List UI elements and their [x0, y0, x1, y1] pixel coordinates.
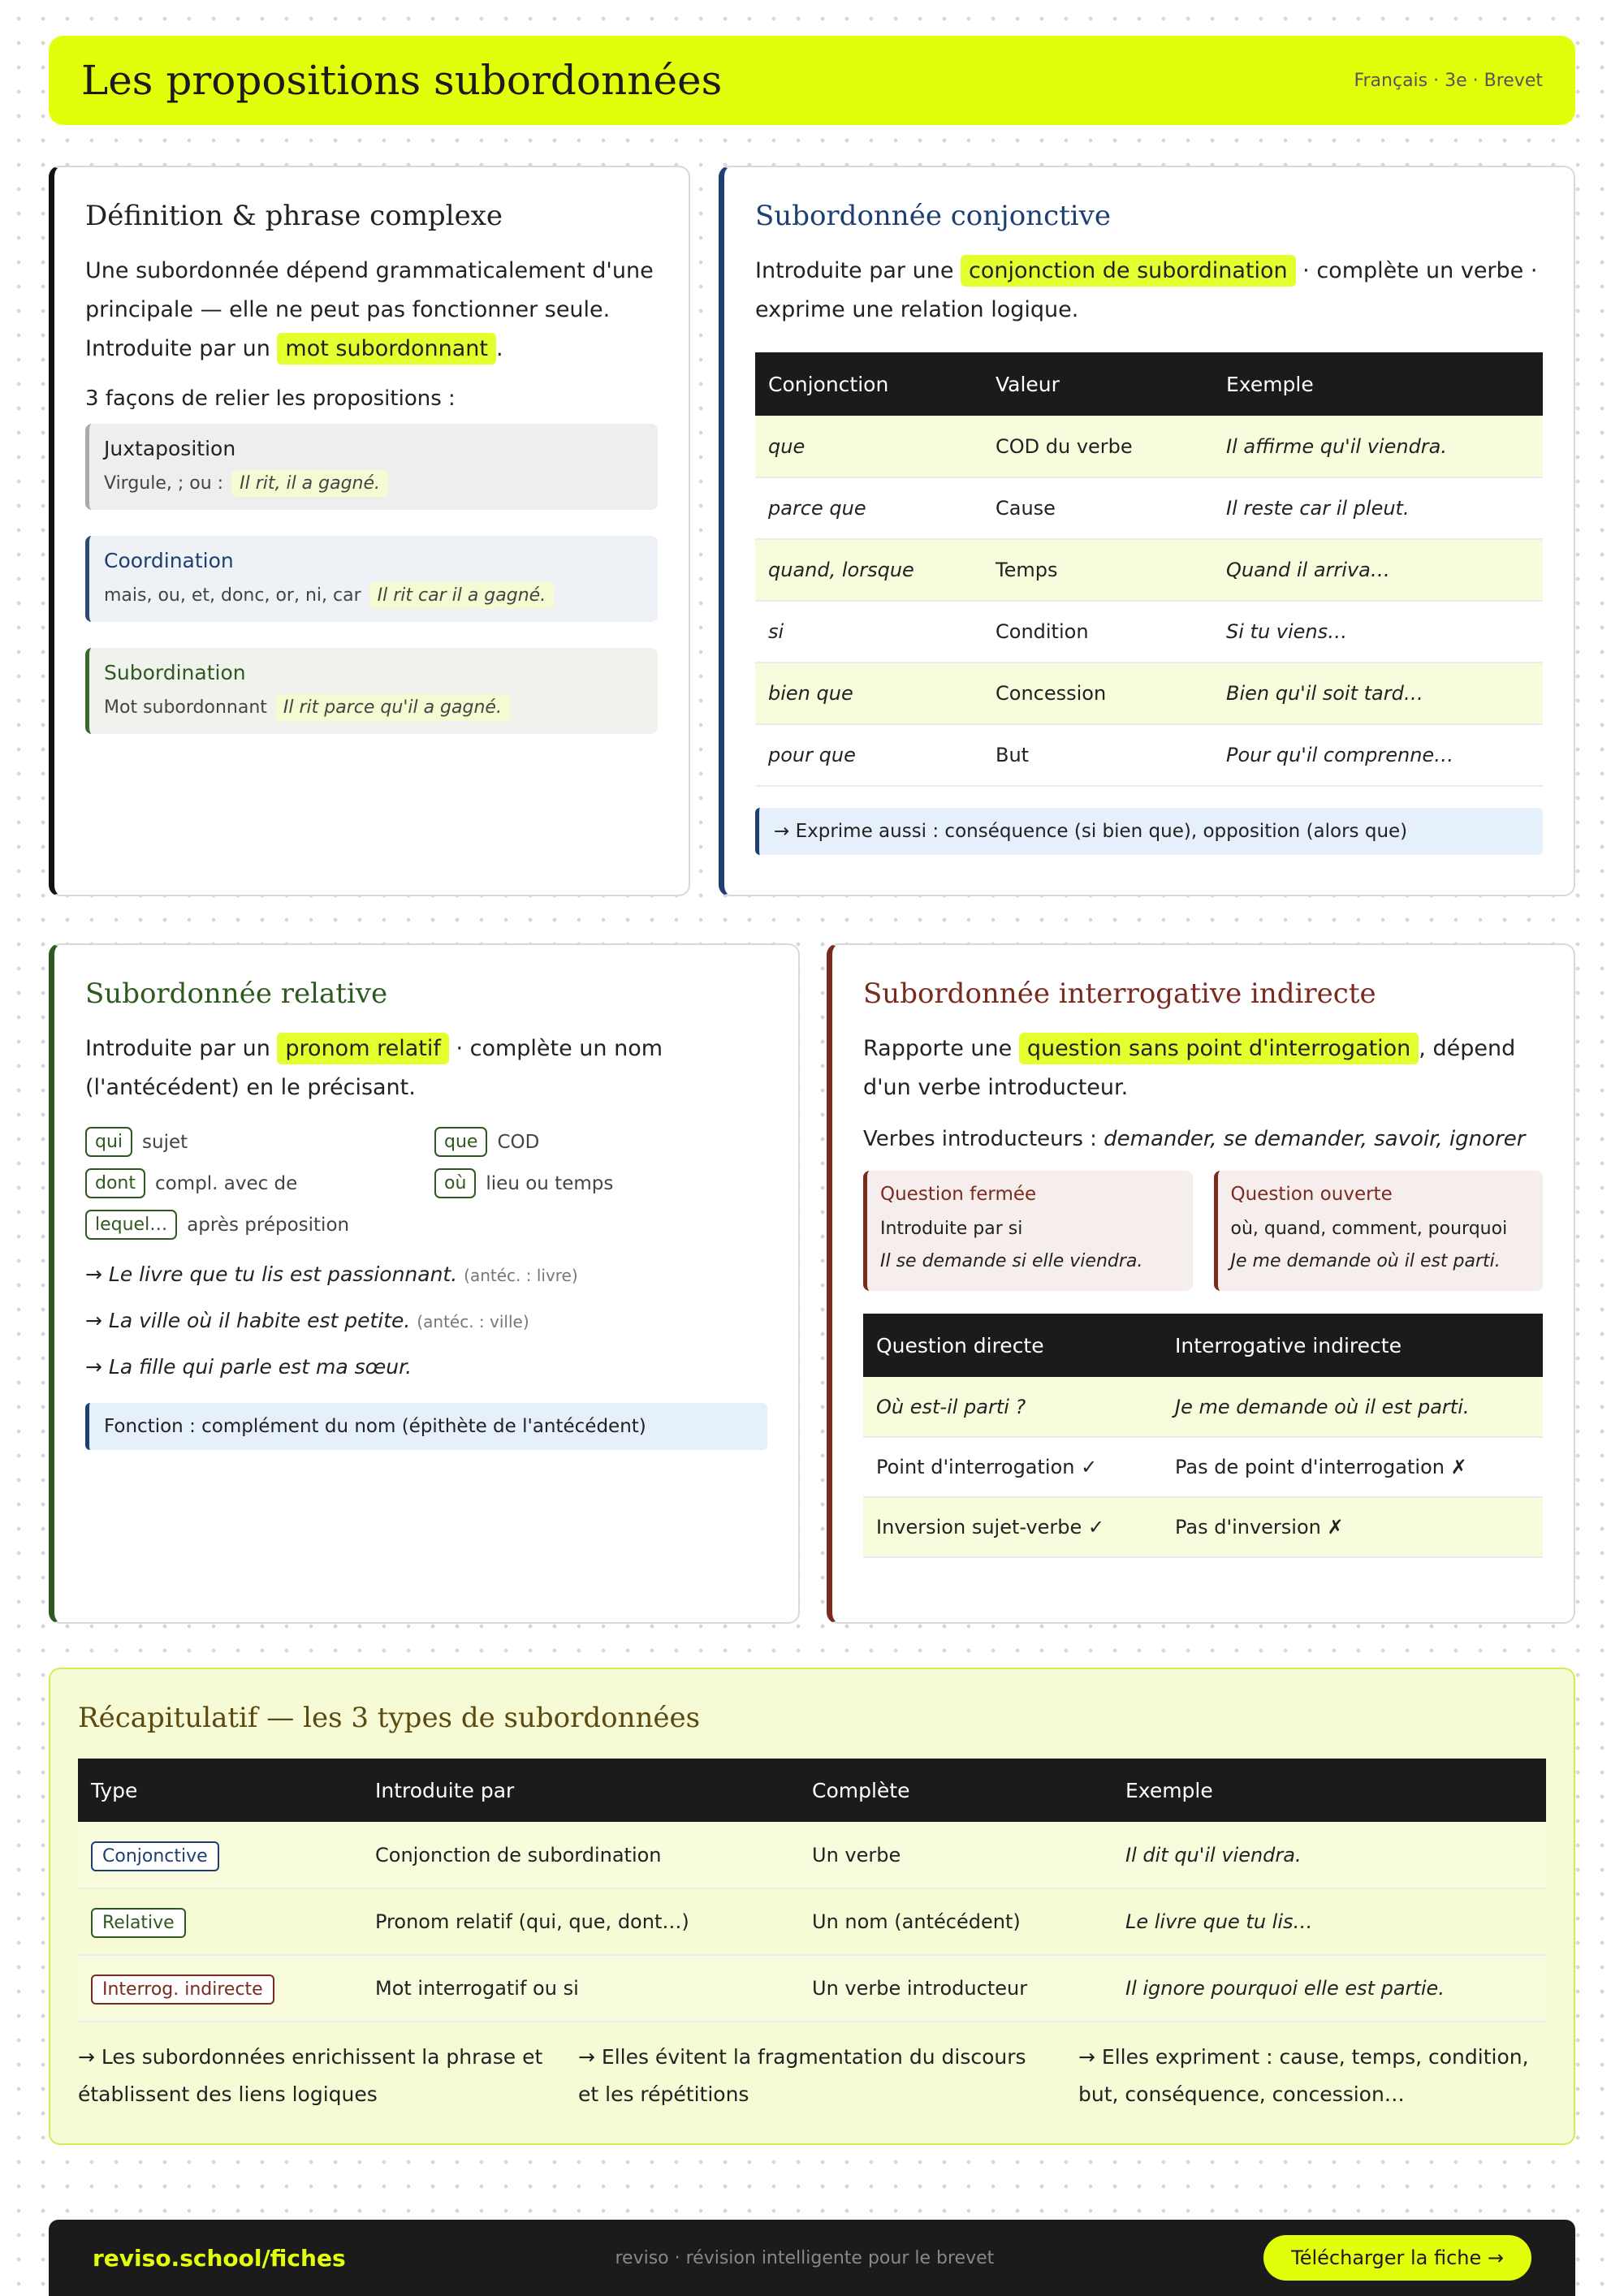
relative-example: → La ville où il habite est petite. (antéc. : ville): [85, 1309, 529, 1332]
interrogative-intro: Rapporte une question sans point d'interrogation , dépend d'un verbe introducteur.: [863, 1029, 1543, 1107]
way-title: Juxtaposition: [104, 437, 236, 460]
pronoun-chip: dont: [85, 1168, 145, 1198]
recap-note: → Elles évitent la fragmentation du discours et les répétitions: [578, 2045, 1026, 2106]
table-header: Interrogative indirecte: [1162, 1314, 1543, 1377]
table-row: pour que But Pour qu'il comprenne…: [755, 724, 1543, 786]
page-title: Les propositions subordonnées: [81, 57, 723, 104]
highlight-pronom-relatif: pronom relatif: [277, 1033, 448, 1064]
way-juxtaposition: Juxtaposition Virgule, ; ou : Il rit, il a gagné.: [85, 424, 658, 510]
introductory-verbs: Verbes introducteurs : demander, se demander, savoir, ignorer: [863, 1127, 1526, 1151]
type-tag-relative: Relative: [91, 1908, 186, 1938]
table-header: Type: [78, 1759, 362, 1822]
definition-lead: 3 façons de relier les propositions :: [85, 386, 456, 411]
pronoun-chip: où: [434, 1168, 476, 1198]
way-title: Coordination: [104, 549, 234, 572]
definition-text: Une subordonnée dépend grammaticalement d'une principale — elle ne peut pas fonctionner seule. Introduite par un mot subordonnant .: [85, 252, 658, 369]
table-header: Valeur: [983, 352, 1213, 416]
pronoun-chip: qui: [85, 1127, 132, 1157]
table-header: Conjonction: [755, 352, 983, 416]
recap-title: Récapitulatif — les 3 types de subordonnées: [78, 1702, 701, 1734]
pronoun-item: lequel… après préposition: [85, 1210, 434, 1240]
table-header: Introduite par: [362, 1759, 799, 1822]
type-tag-interrogative: Interrog. indirecte: [91, 1974, 274, 2005]
table-row: Relative Pronom relatif (qui, que, dont…) Un nom (antécédent) Le livre que tu lis…: [78, 1888, 1546, 1955]
relative-title: Subordonnée relative: [85, 978, 388, 1010]
table-header: Exemple: [1112, 1759, 1546, 1822]
table-row: Point d'interrogation ✓ Pas de point d'interrogation ✗: [863, 1437, 1543, 1497]
highlight-question: question sans point d'interrogation: [1019, 1033, 1419, 1064]
type-tag-conjonctive: Conjonctive: [91, 1841, 219, 1871]
way-subordination: Subordination Mot subordonnant Il rit parce qu'il a gagné.: [85, 648, 658, 734]
conjonctive-intro: Introduite par une conjonction de subordination · complète un verbe · exprime une relation logique.: [755, 252, 1543, 330]
table-row: Conjonctive Conjonction de subordination Un verbe Il dit qu'il viendra.: [78, 1822, 1546, 1888]
highlight-conjonction: conjonction de subordination: [961, 255, 1296, 287]
recap-note: → Elles expriment : cause, temps, condition, but, conséquence, concession…: [1078, 2045, 1529, 2106]
pronoun-grid: [85, 1127, 767, 1240]
relative-card: [49, 943, 800, 1624]
question-ouverte-box: Question ouverte où, quand, comment, pourquoi Je me demande où il est parti.: [1214, 1171, 1544, 1291]
way-example: Il rit parce qu'il a gagné.: [275, 694, 510, 721]
pronoun-item: où lieu ou temps: [434, 1168, 759, 1198]
way-example: Il rit car il a gagné.: [369, 582, 555, 609]
definition-card: [49, 166, 690, 896]
table-row: si Condition Si tu viens…: [755, 601, 1543, 662]
table-row: quand, lorsque Temps Quand il arriva…: [755, 539, 1543, 601]
interrogative-card: [827, 943, 1575, 1624]
recap-notes: [78, 2039, 1546, 2113]
page-meta: Français · 3e · Brevet: [1354, 70, 1543, 91]
page-footer: [49, 2220, 1575, 2296]
download-sheet-button[interactable]: Télécharger la fiche →: [1263, 2235, 1531, 2281]
table-row: parce que Cause Il reste car il pleut.: [755, 477, 1543, 539]
recap-card: [49, 1668, 1575, 2145]
pronoun-item: dont compl. avec de: [85, 1168, 434, 1198]
pronoun-item: que COD: [434, 1127, 759, 1157]
definition-title: Définition & phrase complexe: [85, 200, 503, 232]
pronoun-chip: que: [434, 1127, 487, 1157]
table-row: Interrog. indirecte Mot interrogatif ou si Un verbe introducteur Il ignore pourquoi elle est partie.: [78, 1955, 1546, 2022]
relative-example: → Le livre que tu lis est passionnant. (antéc. : livre): [85, 1262, 578, 1286]
table-row: que COD du verbe Il affirme qu'il viendra.: [755, 416, 1543, 477]
conjonction-table: [755, 352, 1543, 787]
interrogative-title: Subordonnée interrogative indirecte: [863, 978, 1376, 1010]
interrogative-table: [863, 1314, 1543, 1558]
table-row: Inversion sujet-verbe ✓ Pas d'inversion ✗: [863, 1497, 1543, 1557]
relative-note: Fonction : complément du nom (épithète de l'antécédent): [85, 1403, 767, 1450]
table-header: Complète: [799, 1759, 1112, 1822]
pronoun-item: qui sujet: [85, 1127, 434, 1157]
conjonctive-note: → Exprime aussi : conséquence (si bien que), opposition (alors que): [755, 808, 1543, 855]
footer-tagline: reviso · révision intelligente pour le brevet: [615, 2247, 995, 2268]
table-row: Où est-il parti ? Je me demande où il est parti.: [863, 1377, 1543, 1437]
way-example: Il rit, il a gagné.: [231, 470, 388, 497]
question-fermee-box: Question fermée Introduite par si Il se demande si elle viendra.: [863, 1171, 1193, 1291]
footer-brand-link[interactable]: reviso.school/fiches: [93, 2244, 346, 2272]
conjonctive-card: [719, 166, 1575, 896]
conjonctive-title: Subordonnée conjonctive: [755, 200, 1111, 232]
table-header: Exemple: [1213, 352, 1543, 416]
relative-intro: Introduite par un pronom relatif · complète un nom (l'antécédent) en le précisant.: [85, 1029, 767, 1107]
pronoun-chip: lequel…: [85, 1210, 177, 1240]
way-coordination: Coordination mais, ou, et, donc, or, ni, car Il rit car il a gagné.: [85, 536, 658, 622]
highlight-mot-subordonnant: mot subordonnant: [277, 333, 496, 365]
recap-note: → Les subordonnées enrichissent la phrase et établissent des liens logiques: [78, 2045, 543, 2106]
way-title: Subordination: [104, 661, 246, 684]
relative-example: → La fille qui parle est ma sœur.: [85, 1355, 412, 1379]
page-header: [49, 36, 1575, 125]
recap-table: [78, 1759, 1546, 2022]
table-row: bien que Concession Bien qu'il soit tard…: [755, 662, 1543, 724]
table-header: Question directe: [863, 1314, 1162, 1377]
